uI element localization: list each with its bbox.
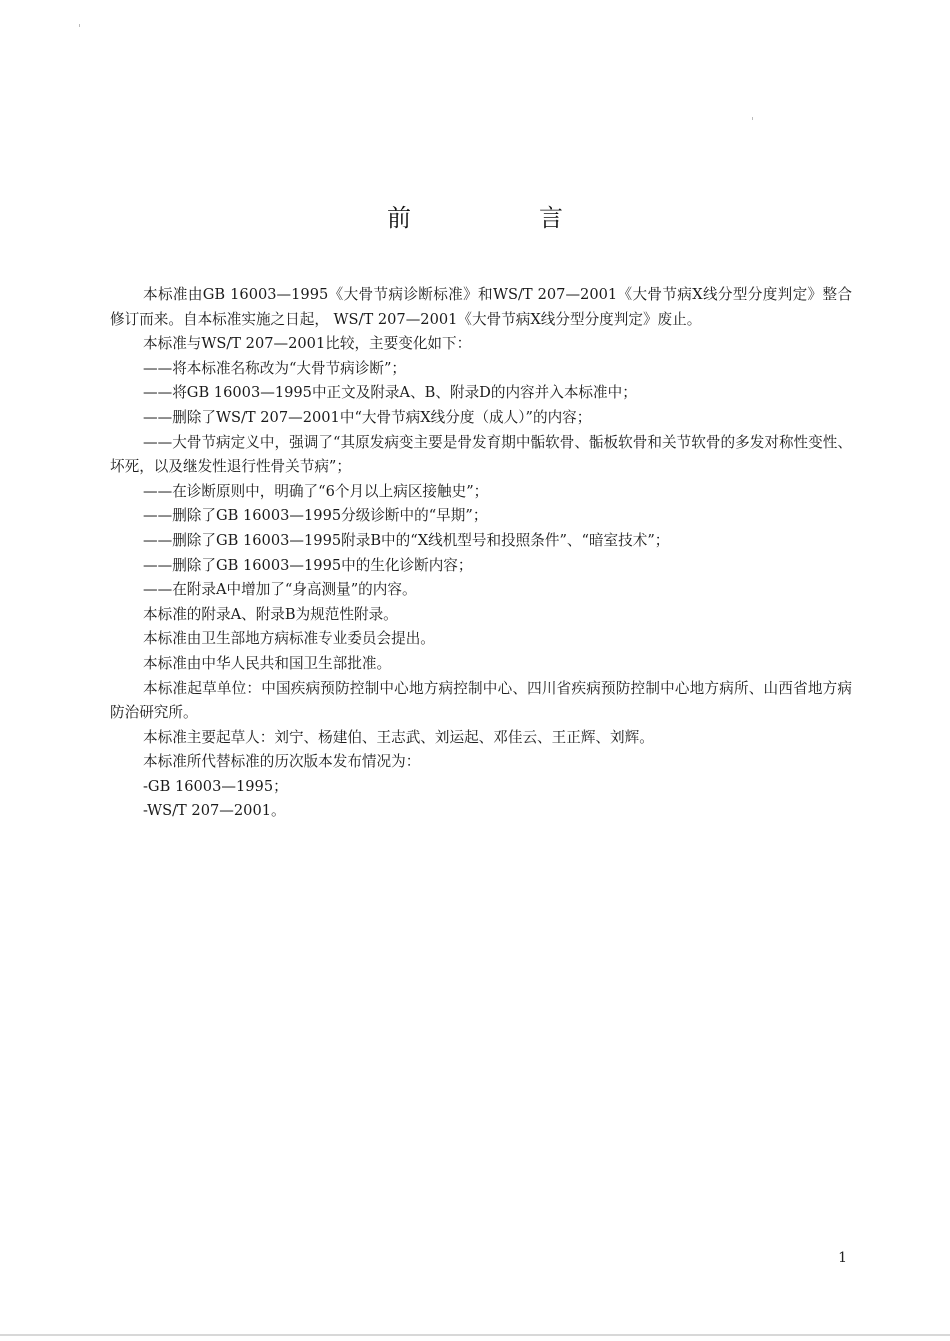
scan-speck: [79, 24, 80, 27]
change-item: ——大骨节病定义中，强调了“其原发病变主要是骨发育期中骺软骨、骺板软骨和关节软骨的多发对称性变性、坏死，以及继发性退行性骨关节病”；: [110, 433, 852, 476]
paragraph: 本标准由中华人民共和国卫生部批准。: [143, 654, 392, 672]
change-item: ——在附录A中增加了“身高测量”的内容。: [143, 581, 417, 599]
change-item: ——在诊断原则中，明确了“6个月以上病区接触史”；: [143, 482, 489, 500]
change-item: ——删除了WS/T 207—2001中“大骨节病X线分度（成人）”的内容；: [143, 408, 592, 426]
paragraph: 本标准的附录A、附录B为规范性附录。: [143, 605, 398, 623]
change-item: ——删除了GB 16003—1995附录B中的“X线机型号和投照条件”、“暗室技术”；: [143, 531, 670, 549]
version-item: -GB 16003—1995；: [143, 777, 288, 795]
paragraph: 本标准所代替标准的历次版本发布情况为：: [143, 753, 421, 771]
change-item: ——删除了GB 16003—1995中的生化诊断内容；: [143, 556, 473, 574]
change-item: ——将GB 16003—1995中正文及附录A、B、附录D的内容并入本标准中；: [143, 384, 637, 402]
scan-speck: [752, 117, 753, 120]
change-item: ——删除了GB 16003—1995分级诊断中的“早期”；: [143, 507, 488, 525]
page-number: 1: [838, 1250, 847, 1266]
page-title: 前 言: [387, 204, 615, 232]
scan-edge-line: [0, 1334, 950, 1336]
paragraph: 本标准起草单位：中国疾病预防控制中心地方病控制中心、四川省疾病预防控制中心地方病所、山西省地方病防治研究所。: [110, 679, 852, 722]
paragraph: 本标准由GB 16003—1995《大骨节病诊断标准》和WS/T 207—2001《大骨节病X线分型分度判定》整合修订而来。自本标准实施之日起， WS/T 207—2001《大骨节病X线分型分度判定》废止。: [110, 286, 852, 328]
change-item: ——将本标准名称改为“大骨节病诊断”；: [143, 359, 407, 377]
paragraph: 本标准与WS/T 207—2001比较，主要变化如下：: [143, 335, 472, 353]
paragraph: 本标准由卫生部地方病标准专业委员会提出。: [143, 630, 435, 648]
paragraph: 本标准主要起草人：刘宁、杨建伯、王志武、刘运起、邓佳云、王正辉、刘辉。: [143, 728, 654, 746]
foreword-body: [110, 283, 852, 824]
version-item: -WS/T 207—2001。: [143, 802, 286, 820]
